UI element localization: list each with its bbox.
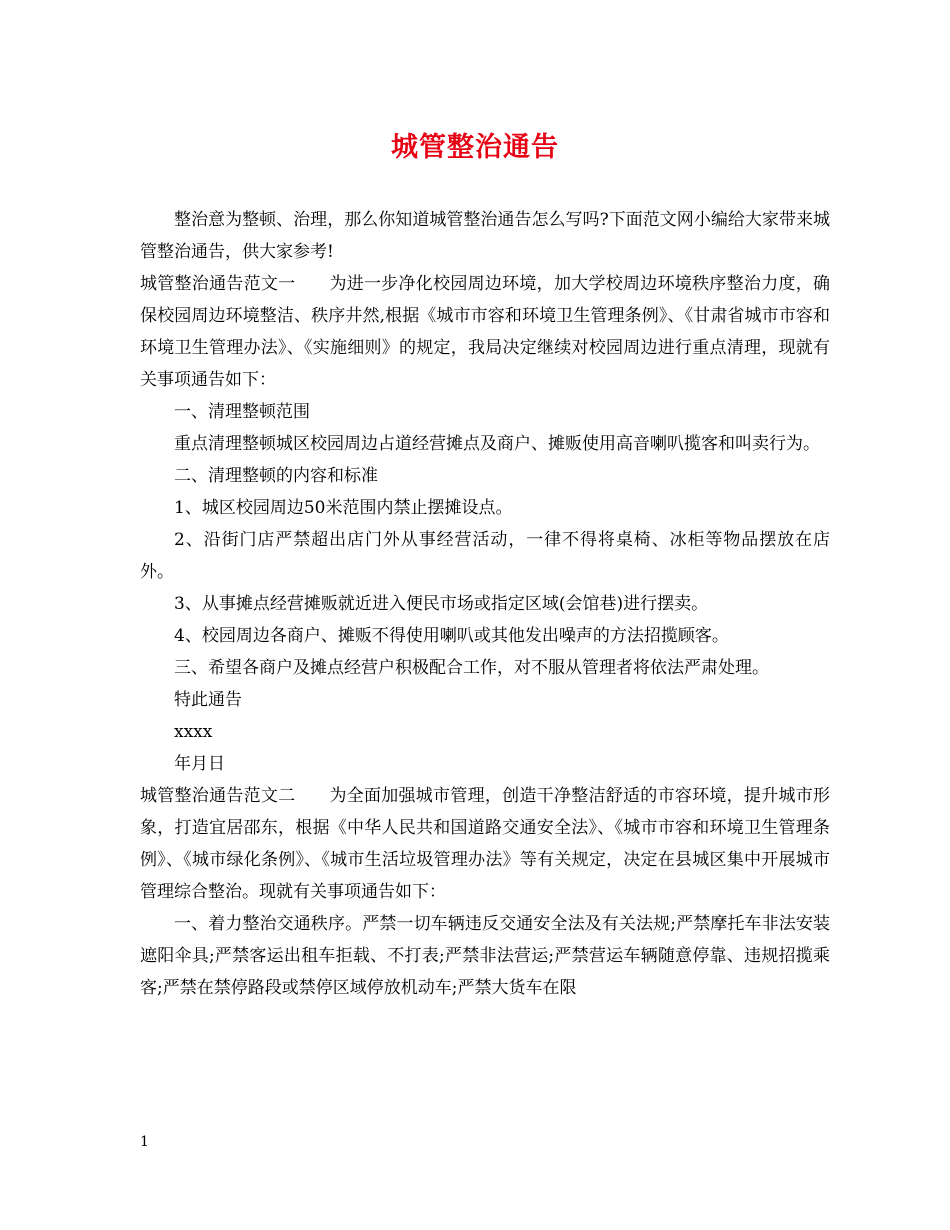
list-item: 4、校园周边各商户、摊贩不得使用喇叭或其他发出噪声的方法招揽顾客。 xyxy=(174,626,729,646)
sample1-label: 城管整治通告范文一 xyxy=(140,274,296,294)
sample1-lead: 为进一步净化校园周边环境，加大学校周边环境秩序整治力度，确保校园周边环境整洁、秩序井然,根据《城市市容和环境卫生管理条例》、《甘肃省城市市容和环境卫生管理办法》、《实施细则》的规定，我局决定继续对校园周边进行重点清理，现就有关事项通告如下： xyxy=(140,274,831,390)
list-item: xxxx xyxy=(174,722,213,742)
list-item: 一、清理整顿范围 xyxy=(174,402,310,422)
sample2-label: 城管整治通告范文二 xyxy=(140,786,296,806)
page-number: 1 xyxy=(140,1134,149,1150)
sample2-lead: 为全面加强城市管理，创造干净整洁舒适的市容环境，提升城市形象，打造宜居邵东，根据《中华人民共和国道路交通安全法》、《城市市容和环境卫生管理条例》、《城市绿化条例》、《城市生活垃圾管理办法》等有关规定，决定在县城区集中开展城市管理综合整治。现就有关事项通告如下： xyxy=(140,786,831,902)
sample1-paragraph xyxy=(140,268,830,396)
list-item: 一、着力整治交通秩序。严禁一切车辆违反交通安全法及有关法规;严禁摩托车非法安装遮阳伞具;严禁客运出租车拒载、不打表;严禁非法营运;严禁营运车辆随意停靠、违规招揽乘客;严禁在禁停路段或禁停区域停放机动车;严禁大货车在限 xyxy=(140,914,830,998)
list-item: 三、希望各商户及摊点经营户积极配合工作，对不服从管理者将依法严肃处理。 xyxy=(174,658,769,678)
list-item: 重点清理整顿城区校园周边占道经营摊点及商户、摊贩使用高音喇叭揽客和叫卖行为。 xyxy=(174,434,820,454)
list-item: 3、从事摊点经营摊贩就近进入便民市场或指定区域(会馆巷)进行摆卖。 xyxy=(174,594,709,614)
sample2-paragraph xyxy=(140,780,830,908)
document-title: 城管整治通告 xyxy=(391,132,559,163)
list-item: 二、清理整顿的内容和标准 xyxy=(174,466,378,486)
list-item: 特此通告 xyxy=(174,690,242,710)
document-body xyxy=(140,204,830,1004)
list-item: 年月日 xyxy=(174,754,225,774)
intro-paragraph: 整治意为整顿、治理，那么你知道城管整治通告怎么写吗?下面范文网小编给大家带来城管整治通告，供大家参考! xyxy=(140,210,830,262)
list-item: 1、城区校园周边50米范围内禁止摆摊设点。 xyxy=(174,498,513,518)
list-item: 2、沿街门店严禁超出店门外从事经营活动，一律不得将桌椅、冰柜等物品摆放在店外。 xyxy=(140,530,830,582)
